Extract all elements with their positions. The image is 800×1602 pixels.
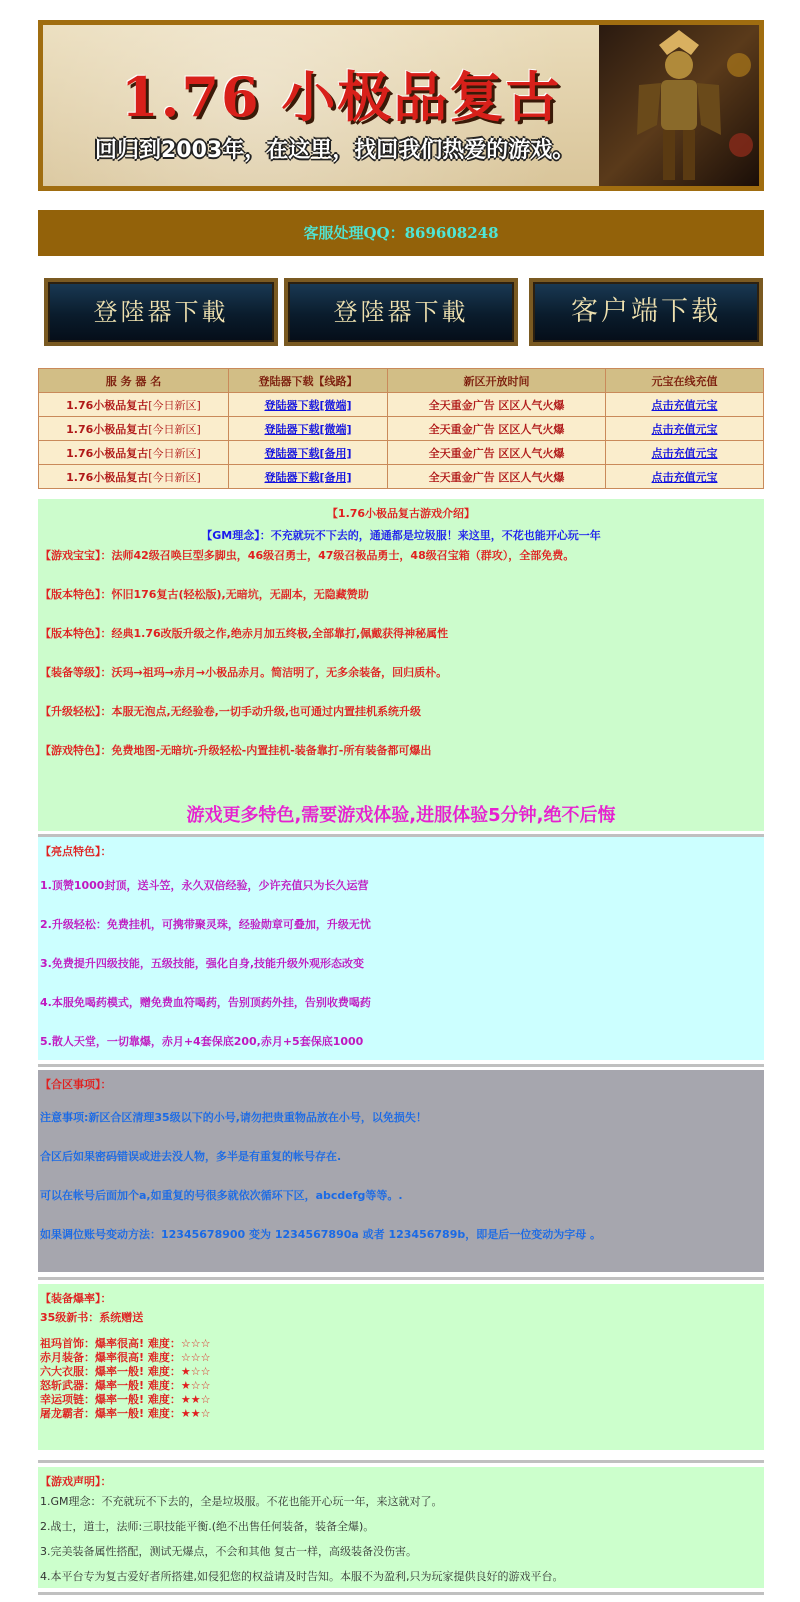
game-notice-section — [38, 1467, 764, 1588]
server-list — [38, 368, 764, 489]
recharge-link[interactable]: 点击充值元宝 — [651, 398, 718, 412]
game-intro-section — [38, 499, 764, 831]
client-download-button[interactable]: 客户端下载 — [529, 278, 763, 346]
intro-slogan: 游戏更多特色,需要游戏体验,进服体验5分钟,绝不后悔 — [186, 805, 616, 826]
merge-item: 如果调位账号变动方法：12345678900 变为 1234567890a 或者 123456789b，即是后一位变动为字母 。 — [40, 1228, 602, 1241]
intro-heading: 【1.76小极品复古游戏介绍】 — [326, 507, 476, 520]
header-open-time: 新区开放时间 — [388, 369, 606, 393]
banner — [38, 20, 764, 191]
notice-heading: 【游戏声明】： — [40, 1475, 112, 1488]
intro-item: 【版本特色】：经典1.76改版升级之作,绝赤月加五终极,全部靠打,佩戴获得神秘属性 — [40, 627, 449, 640]
drop-item: 幸运项链：爆率一般! 难度：★★☆ — [40, 1393, 211, 1406]
merge-item: 注意事项:新区合区清理35级以下的小号,请勿把贵重物品放在小号，以免损失！ — [40, 1111, 427, 1124]
intro-item: 【游戏宝宝】：法师42级召唤巨型多脚虫，46级召勇士，47级召极品勇士，48级召宝箱（群攻），全部免费。 — [40, 549, 575, 562]
merge-notes-section — [38, 1070, 764, 1272]
recharge-cell — [606, 441, 764, 465]
drop-item: 怒斩武器：爆率一般! 难度：★☆☆ — [40, 1379, 211, 1392]
launcher-link-cell — [229, 465, 388, 489]
customer-service-qq: 客服处理QQ：869608248 — [38, 210, 764, 256]
drops-heading: 【装备爆率】： — [40, 1292, 112, 1305]
table-row — [39, 417, 764, 441]
server-name: 1.76小极品复古[今日新区] — [39, 441, 229, 465]
intro-item: 【版本特色】：怀旧176复古(轻松版),无暗坑，无副本，无隐藏赞助 — [40, 588, 369, 601]
merge-item: 合区后如果密码错误或进去没人物，多半是有重复的帐号存在. — [40, 1150, 342, 1163]
intro-item: 【升级轻松】：本服无泡点,无经验卷,一切手动升级,也可通过内置挂机系统升级 — [40, 705, 422, 718]
open-time: 全天重金广告 区区人气火爆 — [388, 465, 606, 489]
header-launcher-download: 登陆器下载【线路】 — [229, 369, 388, 393]
divider — [38, 1460, 764, 1463]
recharge-cell — [606, 417, 764, 441]
open-time: 全天重金广告 区区人气火爆 — [388, 417, 606, 441]
merge-item: 可以在帐号后面加个a,如重复的号很多就依次循环下区，abcdefg等等。. — [40, 1189, 403, 1202]
feature-item: 5.散人天堂，一切靠爆，赤月+4套保底200,赤月+5套保底1000 — [40, 1035, 364, 1048]
launcher-link-cell — [229, 441, 388, 465]
launcher-download-link[interactable]: 登陆器下载[备用] — [264, 446, 352, 460]
gm-philosophy: 【GM理念】：不充就玩不下去的，通通都是垃圾服！来这里，不花也能开心玩一年 — [201, 529, 601, 542]
launcher-download-button-1[interactable]: 登陸器下載 — [44, 278, 278, 346]
drop-item: 祖玛首饰：爆率很高! 难度：☆☆☆ — [40, 1337, 211, 1350]
feature-item: 4.本服免喝药模式，赠免费血符喝药，告别顶药外挂，告别收费喝药 — [40, 996, 371, 1009]
server-name: 1.76小极品复古[今日新区] — [39, 393, 229, 417]
divider — [38, 1277, 764, 1280]
divider — [38, 1592, 764, 1595]
server-name: 1.76小极品复古[今日新区] — [39, 465, 229, 489]
notice-item: 4.本平台专为复古爱好者所搭建,如侵犯您的权益请及时告知。本服不为盈利,只为玩家提供良好的游戏平台。 — [40, 1570, 564, 1583]
notice-item: 1.GM理念：不充就玩不下去的，全是垃圾服。不花也能开心玩一年，来这就对了。 — [40, 1495, 443, 1508]
feature-item: 2.升级轻松：免费挂机，可携带聚灵珠，经验勋章可叠加，升级无忧 — [40, 918, 371, 931]
banner-subtitle: 回归到2003年，在这里，找回我们热爱的游戏。 — [95, 138, 575, 163]
intro-item: 【装备等级】：沃玛→祖玛→赤月→小极品赤月。简洁明了，无多余装备，回归质朴。 — [40, 666, 448, 679]
launcher-link-cell — [229, 417, 388, 441]
recharge-link[interactable]: 点击充值元宝 — [651, 470, 718, 484]
launcher-download-link[interactable]: 登陆器下载[微端] — [264, 398, 352, 412]
divider — [38, 1064, 764, 1067]
feature-item: 1.顶赞1000封顶，送斗笠，永久双倍经验，少许充值只为长久运营 — [40, 879, 369, 892]
server-table — [38, 368, 764, 489]
table-header-row — [39, 369, 764, 393]
features-section — [38, 837, 764, 1060]
launcher-download-button-2[interactable]: 登陸器下載 — [284, 278, 518, 346]
notice-item: 2.战士，道士，法师:三职技能平衡.(绝不出售任何装备，装备全爆)。 — [40, 1520, 375, 1533]
drop-item: 赤月装备：爆率很高! 难度：☆☆☆ — [40, 1351, 211, 1364]
launcher-download-link[interactable]: 登陆器下载[备用] — [264, 470, 352, 484]
drop-item: 六大衣服：爆率一般! 难度：★☆☆ — [40, 1365, 211, 1378]
merge-heading: 【合区事项】： — [40, 1078, 112, 1091]
open-time: 全天重金广告 区区人气火爆 — [388, 393, 606, 417]
header-server-name: 服 务 器 名 — [39, 369, 229, 393]
recharge-cell — [606, 465, 764, 489]
header-recharge: 元宝在线充值 — [606, 369, 764, 393]
features-heading: 【亮点特色】： — [40, 845, 112, 858]
drop-item: 屠龙霸者：爆率一般! 难度：★★☆ — [40, 1407, 211, 1420]
feature-item: 3.免费提升四级技能，五级技能，强化自身,技能升级外观形态改变 — [40, 957, 365, 970]
intro-item: 【游戏特色】：免费地图-无暗坑-升级轻松-内置挂机-装备靠打-所有装备都可爆出 — [40, 744, 432, 757]
drops-gift: 35级新书：系统赠送 — [40, 1311, 144, 1324]
launcher-download-link[interactable]: 登陆器下载[微端] — [264, 422, 352, 436]
recharge-cell — [606, 393, 764, 417]
table-row — [39, 393, 764, 417]
table-row — [39, 441, 764, 465]
table-row — [39, 465, 764, 489]
recharge-link[interactable]: 点击充值元宝 — [651, 422, 718, 436]
banner-title: 1.76 小极品复古 — [121, 65, 562, 129]
warrior-artwork-icon — [599, 25, 759, 186]
recharge-link[interactable]: 点击充值元宝 — [651, 446, 718, 460]
drop-rates-section — [38, 1284, 764, 1450]
launcher-link-cell — [229, 393, 388, 417]
open-time: 全天重金广告 区区人气火爆 — [388, 441, 606, 465]
notice-item: 3.完美装备属性搭配，测试无爆点，不会和其他 复古一样，高级装备没伤害。 — [40, 1545, 417, 1558]
server-name: 1.76小极品复古[今日新区] — [39, 417, 229, 441]
